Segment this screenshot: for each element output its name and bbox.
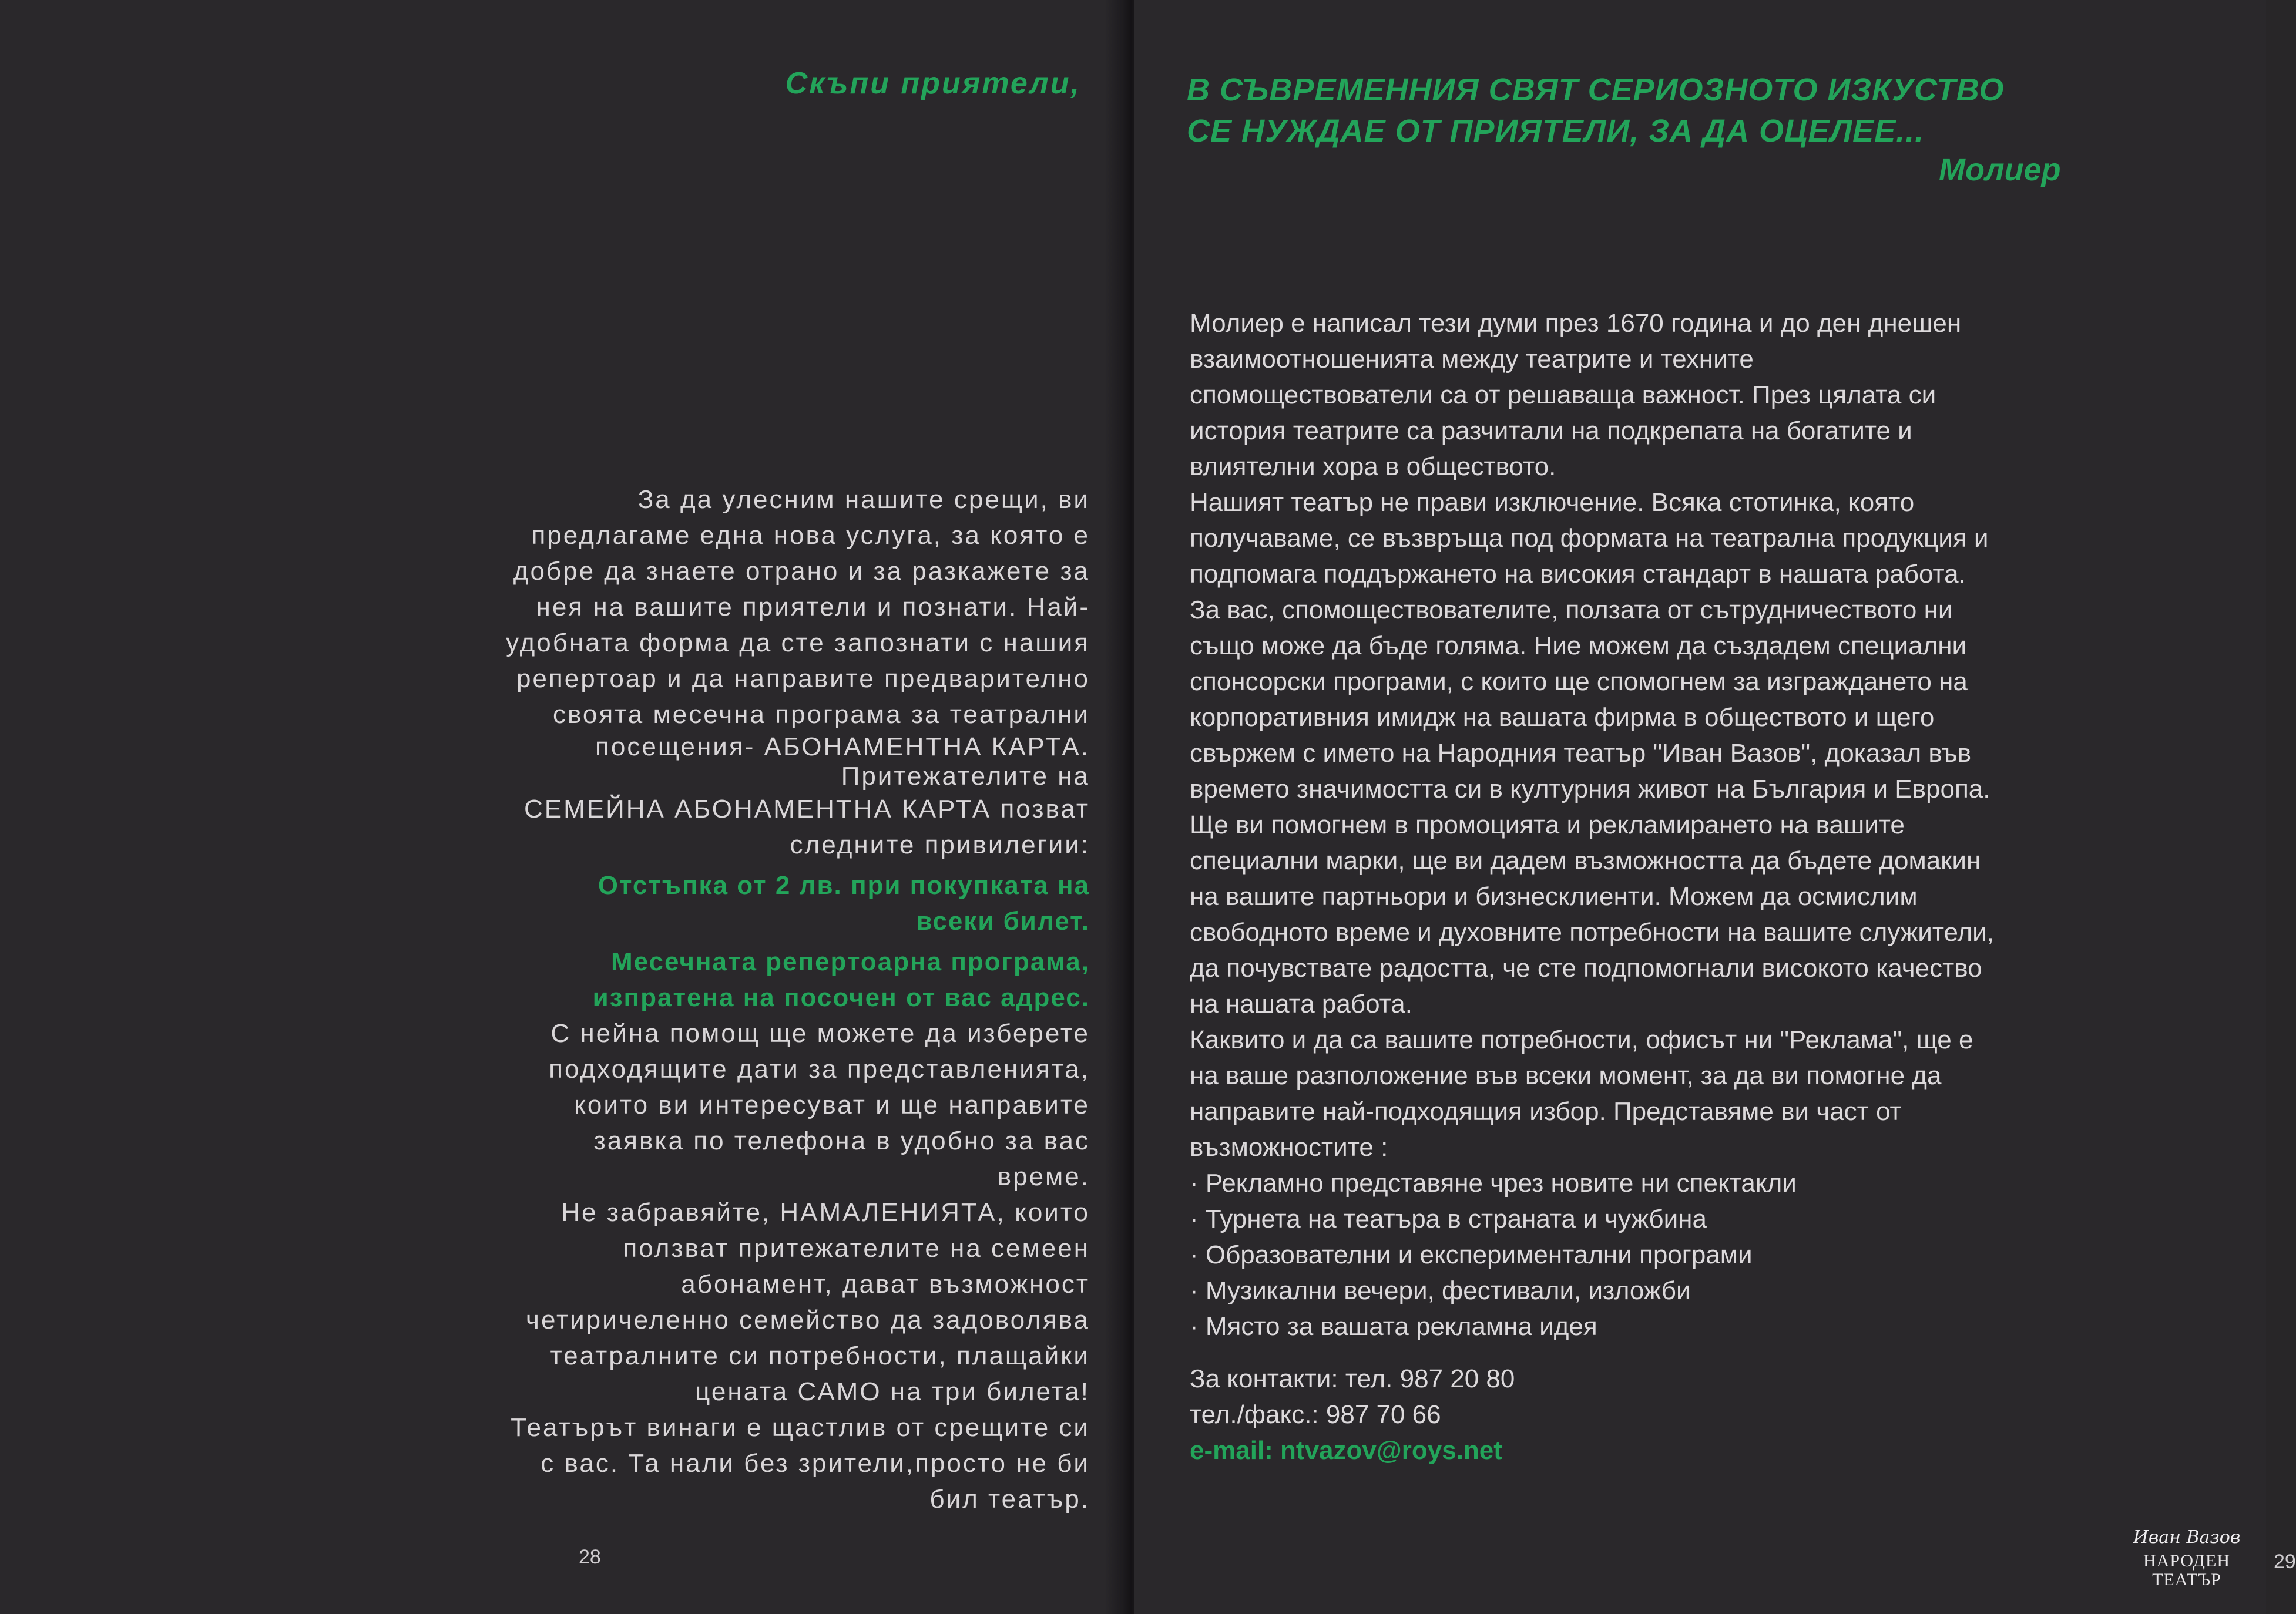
text-line: Не забравяйте, НАМАЛЕНИЯТА, които	[561, 1198, 1090, 1227]
left-body	[367, 482, 1090, 1517]
logo-line2: ТЕАТЪР	[2152, 1570, 2221, 1589]
logo-signature: Иван Вазов	[2133, 1527, 2241, 1548]
text-line: театралните си потребности, плащайки	[550, 1341, 1090, 1370]
text-line: взаимоотношенията между театрите и техните	[1190, 345, 1754, 374]
text-line: също може да бъде голяма. Ние можем да създадем специални	[1190, 631, 1967, 660]
text-line: времето значимостта си в културния живот на България и Европа.	[1190, 775, 1990, 803]
text-line: СЕМЕЙНА АБОНАМЕНТНА КАРТА позват	[523, 795, 1090, 823]
contact-phone: За контакти: тел. 987 20 80	[1190, 1364, 1515, 1393]
left-page	[0, 0, 1122, 1614]
text-line: ползват притежателите на семеен	[623, 1234, 1090, 1263]
text-line: Молиер е написал тези думи през 1670 година и до ден днешен	[1190, 309, 1962, 338]
text-line: спомоществователи са от решаваща важност. През цялата си	[1190, 381, 1936, 409]
paragraph-subscription	[367, 482, 1090, 863]
text-line: Театърът винаги е щастлив от срещите си	[511, 1413, 1090, 1442]
right-page	[1134, 0, 2296, 1614]
text-line: на ваше разположение във всеки момент, за да ви помогне да	[1190, 1061, 1942, 1090]
contact-fax: тел./факс.: 987 70 66	[1190, 1400, 1441, 1429]
privilege-line: Месечната репертоарна програма,	[610, 947, 1090, 976]
contact-email[interactable]: e-mail: ntvazov@roys.net	[1190, 1436, 1502, 1465]
text-line: следните привилегии:	[790, 830, 1090, 859]
text-line: нея на вашите приятели и познати. Най-	[536, 593, 1090, 621]
privilege-line: изпратена на посочен от вас адрес.	[592, 983, 1090, 1012]
text-line: добре да знаете отрано и за разкажете за	[513, 557, 1090, 586]
text-line: корпоративния имидж на вашата фирма в обществото и щего	[1190, 703, 1935, 732]
text-line: своята месечна програма за театрални	[552, 700, 1090, 729]
bullet-item: · Място за вашата рекламна идея	[1190, 1312, 1597, 1341]
bullet-item: · Музикални вечери, фестивали, изложби	[1190, 1276, 1691, 1305]
bullet-item: · Рекламно представяне чрез новите ни спектакли	[1190, 1169, 1797, 1198]
text-line: получаваме, се възвръща под формата на театрална продукция и	[1190, 524, 1989, 553]
text-line: които ви интересуват и ще направите	[574, 1091, 1090, 1119]
paragraph-benefits	[367, 1016, 1090, 1517]
text-line: посещения- АБОНАМЕНТНА КАРТА.	[595, 732, 1090, 761]
text-line: бил театър.	[929, 1485, 1090, 1514]
text-line: репертоар и да направите предварително	[516, 664, 1090, 693]
text-line: удобната форма да сте запознати с нашия	[506, 628, 1090, 657]
text-line: цената САМО на три билета!	[695, 1377, 1090, 1406]
text-line: свържем с името на Народния театър "Иван Вазов", доказал във	[1190, 739, 1972, 768]
text-line: подпомага поддържането на високия стандарт в нашата работа.	[1190, 560, 1966, 589]
text-line: Ще ви помогнем в промоцията и рекламирането на вашите	[1190, 811, 1905, 839]
text-line: За да улесним нашите срещи, ви	[637, 485, 1090, 514]
text-line: абонамент, дават възможност	[681, 1270, 1090, 1299]
national-theatre-logo	[2131, 1524, 2243, 1600]
text-line: с вас. Та нали без зрители,просто не би	[541, 1449, 1090, 1478]
text-line: четиричеленно семейство да задоволява	[526, 1306, 1090, 1334]
privileges-list	[367, 867, 1090, 1016]
text-line: предлагаме една нова услуга, за която е	[531, 521, 1090, 550]
right-body	[1190, 305, 2153, 1468]
text-line: С нейна помощ ще можете да изберете	[550, 1019, 1090, 1048]
privilege-line: всеки билет.	[916, 907, 1090, 936]
page-number: 28	[579, 1546, 601, 1568]
text-line: За вас, спомоществователите, ползата от сътрудничеството ни	[1190, 596, 1953, 624]
text-line: спонсорски програми, с които ще спомогнем за изграждането на	[1190, 667, 1968, 696]
left-heading: Скъпи приятели,	[785, 66, 1081, 100]
bullet-item: · Образователни и експериментални програми	[1190, 1240, 1753, 1269]
text-line: направите най-подходящия избор. Представяме ви част от	[1190, 1097, 1902, 1126]
quote-line: СЕ НУЖДАЕ ОТ ПРИЯТЕЛИ, ЗА ДА ОЦЕЛЕЕ...	[1187, 113, 1925, 149]
logo-line1: НАРОДЕН	[2143, 1551, 2230, 1571]
text-line: Каквито и да са вашите потребности, офисът ни "Реклама", ще е	[1190, 1025, 1973, 1054]
text-line: влиятелни хора в обществото.	[1190, 452, 1556, 481]
bullet-item: · Турнета на театъра в страната и чужбина	[1190, 1205, 1707, 1233]
text-line: възможностите :	[1190, 1133, 1388, 1162]
text-line: заявка по телефона в удобно за вас	[593, 1127, 1090, 1155]
spacer	[1190, 1344, 2153, 1361]
text-line: време.	[997, 1162, 1090, 1191]
text-line: Нашият театър не прави изключение. Всяка стотинка, която	[1190, 488, 1915, 517]
text-line: Притежателите на	[841, 762, 1090, 791]
text-line: история театрите са разчитали на подкрепата на богатите и	[1190, 416, 1912, 445]
page-number: 29	[2274, 1551, 2296, 1573]
quote-line: В СЪВРЕМЕННИЯ СВЯТ СЕРИОЗНОТО ИЗКУСТВО	[1187, 72, 2005, 107]
text-line: свободното време и духовните потребности на вашите служители,	[1190, 918, 1994, 947]
text-line: на нашата работа.	[1190, 990, 1412, 1018]
privilege-line: Отстъпка от 2 лв. при покупката на	[598, 871, 1090, 900]
quote-author: Молиер	[1939, 152, 2061, 187]
text-line: специални марки, ще ви дадем възможността да бъдете домакин	[1190, 846, 1981, 875]
moliere-quote	[1187, 69, 2045, 152]
text-line: да почувствате радостта, че сте подпомогнали високото качество	[1190, 954, 1982, 983]
text-line: подходящите дати за представленията,	[549, 1055, 1090, 1084]
text-line: на вашите партньори и бизнесклиенти. Можем да осмислим	[1190, 882, 1918, 911]
